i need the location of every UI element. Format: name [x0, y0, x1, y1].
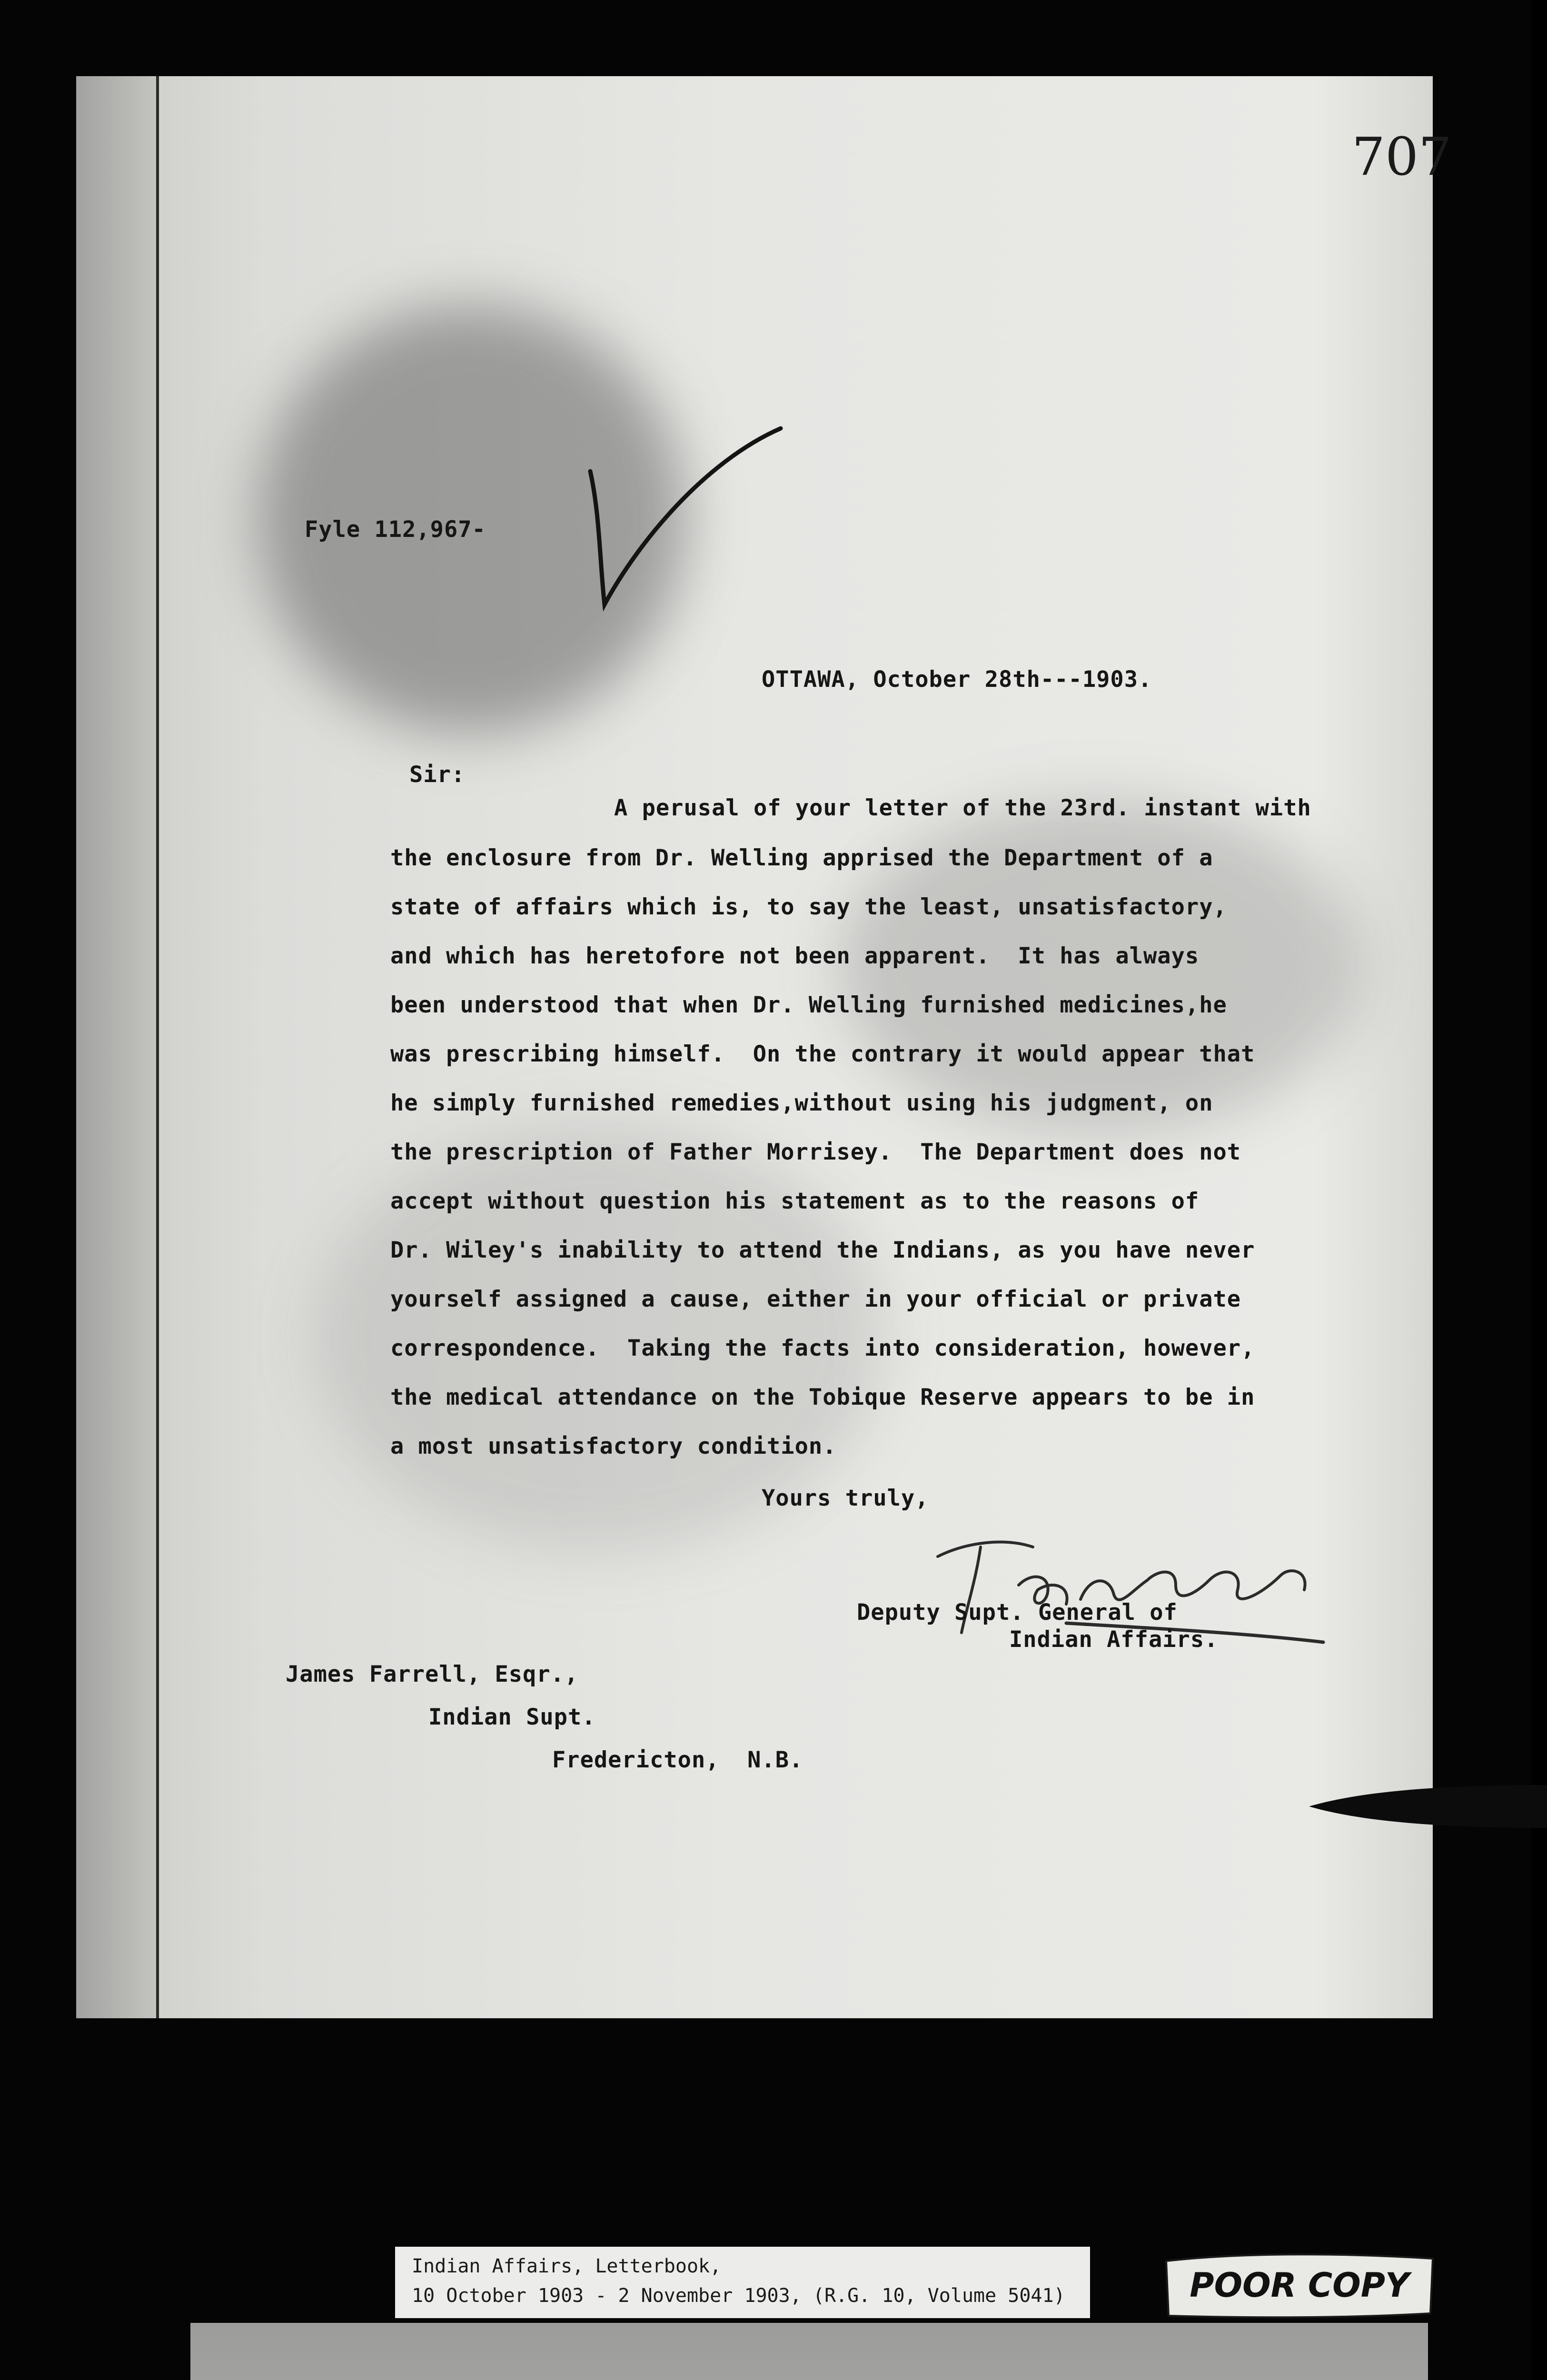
body-line: a most unsatisfactory condition. [390, 1433, 837, 1459]
signer-title: Deputy Supt. General of [857, 1599, 1178, 1626]
page-binding-line [156, 76, 159, 2018]
public-archives-banner [190, 2323, 1428, 2380]
poor-copy-stamp [1157, 2247, 1442, 2323]
body-line: and which has heretofore not been apparent. It has always [390, 943, 1200, 969]
archive-label-line: Indian Affairs, Letterbook, [412, 2255, 722, 2277]
body-line: yourself assigned a cause, either in your official or private [390, 1286, 1241, 1312]
body-line: he simply furnished remedies,without using his judgment, on [390, 1090, 1213, 1116]
body-line: state of affairs which is, to say the least, unsatisfactory, [390, 894, 1227, 920]
addressee-title: Indian Supt. [428, 1704, 596, 1730]
salutation: Sir: [409, 762, 466, 788]
file-reference: Fyle 112,967- [305, 516, 486, 543]
checkmark-annotation [581, 419, 785, 619]
archive-label-line: 10 October 1903 - 2 November 1903, (R.G. 10, Volume 5041) [412, 2285, 1065, 2307]
letter-page [76, 76, 1452, 2018]
pen-tip-shadow [1309, 1785, 1547, 1828]
closing: Yours truly, [762, 1485, 929, 1511]
body-line: was prescribing himself. On the contrary it would appear that [390, 1041, 1255, 1067]
archive-label-card [395, 2247, 1090, 2318]
body-line: correspondence. Taking the facts into consideration, however, [390, 1335, 1255, 1361]
addressee-location: Fredericton, N.B. [552, 1747, 803, 1773]
body-line: Dr. Wiley's inability to attend the Indians, as you have never [390, 1237, 1255, 1263]
body-line: the prescription of Father Morrisey. The Department does not [390, 1139, 1241, 1165]
poor-copy-stamp-text: POOR COPY [1190, 2266, 1409, 2305]
signer-department: Indian Affairs. [1009, 1626, 1219, 1653]
body-line: A perusal of your letter of the 23rd. instant with [614, 795, 1311, 821]
page-number: 707 [1352, 126, 1452, 187]
dateline: OTTAWA, October 28th---1903. [762, 666, 1152, 693]
page-left-margin-shadow [76, 76, 157, 2018]
body-line: been understood that when Dr. Welling furnished medicines,he [390, 992, 1227, 1018]
body-line: accept without question his statement as to the reasons of [390, 1188, 1200, 1214]
addressee-name: James Farrell, Esqr., [286, 1661, 579, 1687]
body-line: the medical attendance on the Tobique Reserve appears to be in [390, 1384, 1255, 1410]
body-line: the enclosure from Dr. Welling apprised the Department of a [390, 845, 1213, 871]
